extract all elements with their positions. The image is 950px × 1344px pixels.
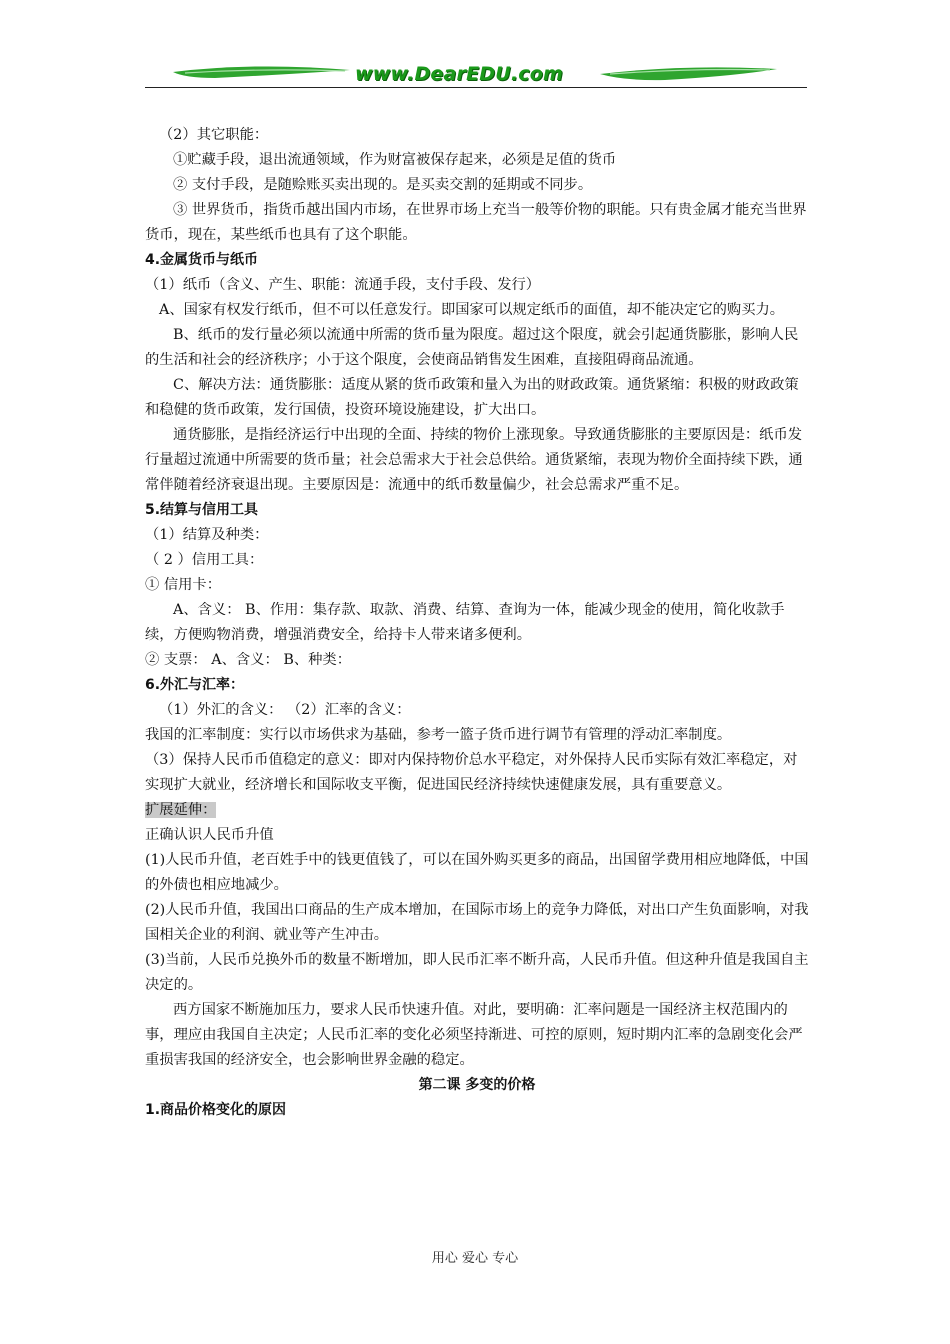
paragraph: 我国的汇率制度：实行以市场供求为基础，参考一篮子货币进行调节有管理的浮动汇率制度。 [145, 727, 732, 743]
paragraph: ② 支票： A、含义： B、种类： [145, 652, 352, 668]
paragraph: A、含义： B、作用：集存款、取款、消费、结算、查询为一体，能减少现金的使用，简化收款手续，方便购物消费，增强消费安全，给持卡人带来诸多便利。 [145, 602, 785, 643]
section-heading: 1.商品价格变化的原因 [145, 1102, 287, 1118]
paragraph: （2）其它职能： [159, 127, 269, 143]
section-heading: 4.金属货币与纸币 [145, 252, 259, 268]
paragraph: C、解决方法：通货膨胀：适度从紧的货币政策和量入为出的财政政策。通货紧缩：积极的财政政策和稳健的货币政策，发行国债，投资环境设施建设，扩大出口。 [145, 377, 799, 418]
paragraph: (2)人民币升值，我国出口商品的生产成本增加，在国际市场上的竞争力降低，对出口产生负面影响，对我国相关企业的利润、就业等产生冲击。 [145, 902, 809, 943]
section-heading: 6.外汇与汇率： [145, 677, 245, 693]
paragraph: ①贮藏手段，退出流通领域，作为财富被保存起来，必须是足值的货币 [173, 152, 617, 168]
paragraph: （3）保持人民币币值稳定的意义：即对内保持物价总水平稳定，对外保持人民币实际有效汇率稳定，对实现扩大就业，经济增长和国际收支平衡，促进国民经济持续快速健康发展，具有重要意义。 [145, 752, 798, 793]
paragraph: ② 支付手段，是随赊账买卖出现的。是买卖交割的延期或不同步。 [173, 177, 593, 193]
section-heading: 第二课 多变的价格 [418, 1077, 536, 1093]
page-footer: 用心 爱心 专心 [431, 1251, 519, 1266]
paragraph: （1）结算及种类： [145, 527, 269, 543]
highlighted-label: 扩展延伸： [145, 802, 217, 818]
paragraph: 正确认识人民币升值 [145, 827, 274, 843]
paragraph [145, 798, 809, 823]
section-heading: 5.结算与信用工具 [145, 502, 259, 518]
paragraph: 通货膨胀，是指经济运行中出现的全面、持续的物价上涨现象。导致通货膨胀的主要原因是：纸币发行量超过流通中所需要的货币量；社会总需求大于社会总供给。通货紧缩，表现为物价全面持续下跌，通常伴随着经济衰退出现。主要原因是：流通中的纸币数量偏少，社会总需求严重不足。 [145, 427, 803, 493]
document-body [145, 123, 809, 1123]
paragraph: (1)人民币升值，老百姓手中的钱更值钱了，可以在国外购买更多的商品，出国留学费用相应地降低，中国的外债也相应地减少。 [145, 852, 809, 893]
site-logo[interactable]: www.DearEDU.com [355, 63, 564, 85]
paragraph: (3)当前，人民币兑换外币的数量不断增加，即人民币汇率不断升高，人民币升值。但这种升值是我国自主决定的。 [145, 952, 809, 993]
paragraph: 西方国家不断施加压力，要求人民币快速升值。对此，要明确：汇率问题是一国经济主权范围内的事，理应由我国自主决定；人民币汇率的变化必须坚持渐进、可控的原则，短时期内汇率的急剧变化会严重损害我国的经济安全，也会影响世界金融的稳定。 [145, 1002, 803, 1068]
paragraph: （1）外汇的含义： （2）汇率的含义： [159, 702, 411, 718]
paragraph: A、国家有权发行纸币，但不可以任意发行。即国家可以规定纸币的面值，却不能决定它的购买力。 [159, 302, 785, 318]
paragraph: ③ 世界货币，指货币越出国内市场，在世界市场上充当一般等价物的职能。只有贵金属才能充当世界货币，现在，某些纸币也具有了这个职能。 [145, 202, 807, 243]
header-divider [145, 87, 807, 88]
paragraph: B、纸币的发行量必须以流通中所需的货币量为限度。超过这个限度，就会引起通货膨胀，影响人民的生活和社会的经济秩序；小于这个限度，会使商品销售发生困难，直接阻碍商品流通。 [145, 327, 799, 368]
paragraph: （1）纸币（含义、产生、职能：流通手段，支付手段、发行） [145, 277, 541, 293]
paragraph: ① 信用卡： [145, 577, 222, 593]
paragraph: （ 2 ）信用工具： [145, 552, 264, 568]
